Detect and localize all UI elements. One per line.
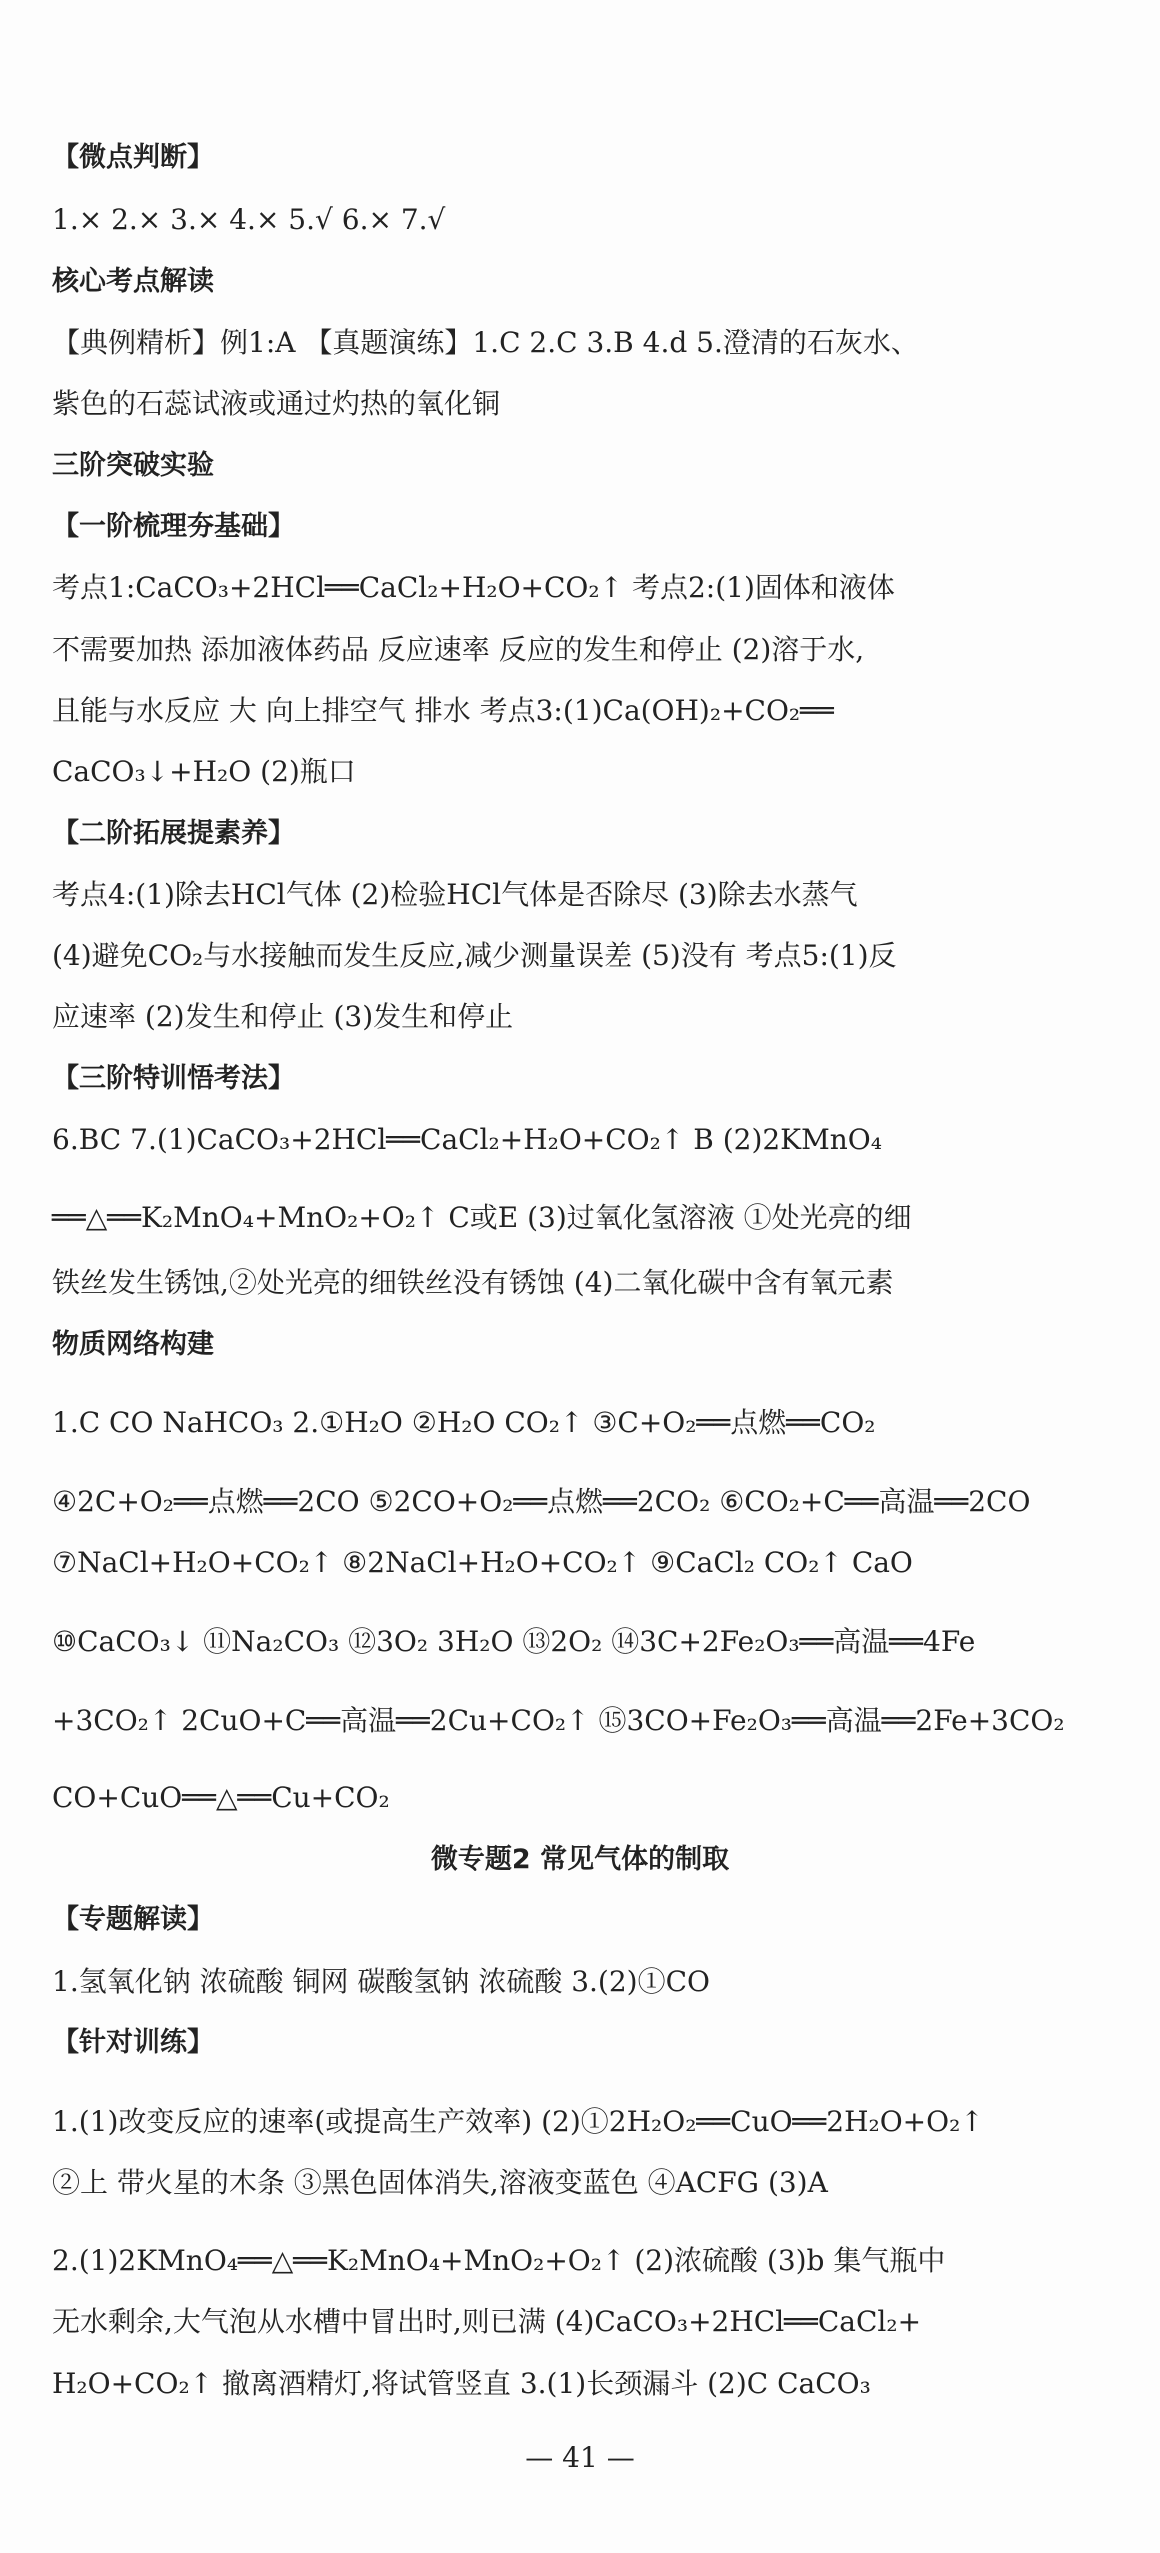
text-line: 1.C CO NaHCO₃ 2.①H₂O ②H₂O CO₂↑ ③C+O₂══点燃══CO₂ [52,1406,876,1439]
text-line: 铁丝发生锈蚀,②处光亮的细铁丝没有锈蚀 (4)二氧化碳中含有氧元素 [52,1266,894,1299]
text-line: CaCO₃↓+H₂O (2)瓶口 [52,755,356,788]
text-line: 1.氢氧化钠 浓硫酸 铜网 碳酸氢钠 浓硫酸 3.(2)①CO [52,1965,710,1998]
heading-stage-one: 【一阶梳理夯基础】 [52,511,295,542]
text-line: 紫色的石蕊试液或通过灼热的氧化铜 [52,387,501,420]
text-line: 应速率 (2)发生和停止 (3)发生和停止 [52,1000,514,1033]
text-line: 2.(1)2KMnO₄══△══K₂MnO₄+MnO₂+O₂↑ (2)浓硫酸 (3)b 集气瓶中 [52,2244,946,2277]
heading-three-stage: 三阶突破实验 [52,450,214,481]
text-line: ④2C+O₂══点燃══2CO ⑤2CO+O₂══点燃══2CO₂ ⑥CO₂+C══高温══2CO [52,1485,1031,1518]
heading-core-topics: 核心考点解读 [52,266,214,297]
text-line: 考点1:CaCO₃+2HCl══CaCl₂+H₂O+CO₂↑ 考点2:(1)固体和液体 [52,571,895,604]
page-number: — 41 — [525,2441,635,2474]
heading-topic-reading: 【专题解读】 [52,1904,214,1935]
heading-network: 物质网络构建 [52,1329,214,1360]
section-title: 微专题2 常见气体的制取 [430,1844,730,1875]
heading-targeted-training: 【针对训练】 [52,2027,214,2058]
text-line: H₂O+CO₂↑ 撤离酒精灯,将试管竖直 3.(1)长颈漏斗 (2)C CaCO₃ [52,2367,871,2400]
text-line: 不需要加热 添加液体药品 反应速率 反应的发生和停止 (2)溶于水, [52,633,865,666]
text-line: (4)避免CO₂与水接触而发生反应,减少测量误差 (5)没有 考点5:(1)反 [52,939,897,972]
heading-stage-two: 【二阶拓展提素养】 [52,818,295,849]
text-line: ②上 带火星的木条 ③黑色固体消失,溶液变蓝色 ④ACFG (3)A [52,2166,828,2199]
text-line: ══△══K₂MnO₄+MnO₂+O₂↑ C或E (3)过氧化氢溶液 ①处光亮的细 [52,1201,912,1234]
text-line: 且能与水反应 大 向上排空气 排水 考点3:(1)Ca(OH)₂+CO₂══ [52,694,834,727]
text-line: 无水剩余,大气泡从水槽中冒出时,则已满 (4)CaCO₃+2HCl══CaCl₂+ [52,2305,922,2338]
text-line: 6.BC 7.(1)CaCO₃+2HCl══CaCl₂+H₂O+CO₂↑ B (2)2KMnO₄ [52,1123,882,1156]
heading-micro-judgment: 【微点判断】 [52,142,214,173]
text-line: 考点4:(1)除去HCl气体 (2)检验HCl气体是否除尽 (3)除去水蒸气 [52,878,858,911]
text-line: 1.(1)改变反应的速率(或提高生产效率) (2)①2H₂O₂══CuO══2H₂O+O₂↑ [52,2105,984,2138]
text-line: ⑩CaCO₃↓ ⑪Na₂CO₃ ⑫3O₂ 3H₂O ⑬2O₂ ⑭3C+2Fe₂O₃══高温══4Fe [52,1625,976,1658]
text-line: CO+CuO══△══Cu+CO₂ [52,1781,390,1814]
heading-stage-three: 【三阶特训悟考法】 [52,1063,295,1094]
text-line: ⑦NaCl+H₂O+CO₂↑ ⑧2NaCl+H₂O+CO₂↑ ⑨CaCl₂ CO₂↑ CaO [52,1546,913,1579]
text-line: 1.× 2.× 3.× 4.× 5.√ 6.× 7.√ [52,203,446,236]
text-line: 【典例精析】例1:A 【真题演练】1.C 2.C 3.B 4.d 5.澄清的石灰水、 [52,326,919,359]
text-line: +3CO₂↑ 2CuO+C══高温══2Cu+CO₂↑ ⑮3CO+Fe₂O₃══高温══2Fe+3CO₂ [52,1704,1065,1737]
